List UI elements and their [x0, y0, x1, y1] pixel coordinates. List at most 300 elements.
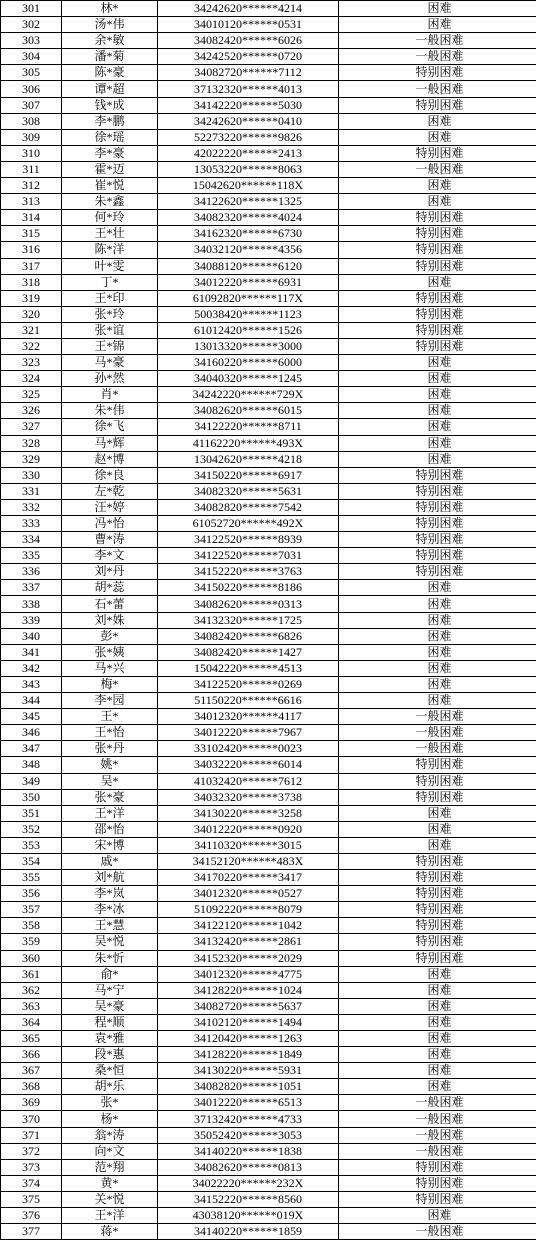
row-number-cell: 327	[1, 419, 62, 435]
row-number-cell: 310	[1, 145, 62, 161]
table-row	[1, 1079, 536, 1095]
difficulty-level-cell: 一般困难	[339, 741, 536, 757]
student-name-cell: 徐*瑶	[62, 129, 158, 145]
table-row	[1, 355, 536, 371]
id-number-cell: 43038120******019X	[158, 1208, 339, 1224]
table-row	[1, 145, 536, 161]
id-number-cell: 13013320******3000	[158, 338, 339, 354]
student-name-cell: 梅*	[62, 676, 158, 692]
row-number-cell: 367	[1, 1063, 62, 1079]
row-number-cell: 342	[1, 660, 62, 676]
table-row	[1, 226, 536, 242]
row-number-cell: 360	[1, 950, 62, 966]
id-number-cell: 34242220******729X	[158, 387, 339, 403]
id-number-cell: 34012320******4117	[158, 709, 339, 725]
table-row	[1, 387, 536, 403]
table-row	[1, 966, 536, 982]
table-row	[1, 950, 536, 966]
row-number-cell: 320	[1, 306, 62, 322]
student-name-cell: 李*园	[62, 693, 158, 709]
difficulty-level-cell: 特别困难	[339, 757, 536, 773]
difficulty-level-cell: 困难	[339, 966, 536, 982]
difficulty-level-cell: 一般困难	[339, 1143, 536, 1159]
table-row	[1, 853, 536, 869]
student-name-cell: 俞*	[62, 966, 158, 982]
id-number-cell: 34132320******1725	[158, 612, 339, 628]
id-number-cell: 34122220******8711	[158, 419, 339, 435]
difficulty-level-cell: 特别困难	[339, 902, 536, 918]
id-number-cell: 42022220******2413	[158, 145, 339, 161]
student-name-cell: 宋*博	[62, 837, 158, 853]
difficulty-level-cell: 困难	[339, 1047, 536, 1063]
row-number-cell: 313	[1, 194, 62, 210]
table-row	[1, 902, 536, 918]
table-row	[1, 805, 536, 821]
difficulty-level-cell: 特别困难	[339, 322, 536, 338]
row-number-cell: 322	[1, 338, 62, 354]
row-number-cell: 309	[1, 129, 62, 145]
table-row	[1, 532, 536, 548]
row-number-cell: 328	[1, 435, 62, 451]
student-name-cell: 朱*伟	[62, 403, 158, 419]
row-number-cell: 332	[1, 499, 62, 515]
student-name-cell: 马*宁	[62, 982, 158, 998]
id-number-cell: 34122520******7031	[158, 548, 339, 564]
difficulty-level-cell: 特别困难	[339, 65, 536, 81]
id-number-cell: 34082320******4024	[158, 210, 339, 226]
difficulty-level-cell: 一般困难	[339, 49, 536, 65]
id-number-cell: 34012220******6931	[158, 274, 339, 290]
id-number-cell: 34082420******6026	[158, 33, 339, 49]
table-row	[1, 1143, 536, 1159]
row-number-cell: 343	[1, 676, 62, 692]
id-number-cell: 34152120******483X	[158, 853, 339, 869]
difficulty-level-cell: 一般困难	[339, 1111, 536, 1127]
row-number-cell: 305	[1, 65, 62, 81]
student-name-cell: 朱*鑫	[62, 194, 158, 210]
row-number-cell: 330	[1, 467, 62, 483]
table-row	[1, 49, 536, 65]
row-number-cell: 338	[1, 596, 62, 612]
difficulty-level-cell: 困难	[339, 1063, 536, 1079]
id-number-cell: 34128220******1849	[158, 1047, 339, 1063]
difficulty-level-cell: 特别困难	[339, 564, 536, 580]
id-number-cell: 34012320******4775	[158, 966, 339, 982]
difficulty-level-cell: 特别困难	[339, 467, 536, 483]
id-number-cell: 34120420******1263	[158, 1031, 339, 1047]
student-name-cell: 张*玲	[62, 306, 158, 322]
row-number-cell: 353	[1, 837, 62, 853]
id-number-cell: 34170220******3417	[158, 870, 339, 886]
difficulty-level-cell: 困难	[339, 676, 536, 692]
student-name-cell: 邵*怡	[62, 821, 158, 837]
table-row	[1, 725, 536, 741]
table-row	[1, 306, 536, 322]
id-number-cell: 33102420******0023	[158, 741, 339, 757]
id-number-cell: 34102120******1494	[158, 1014, 339, 1030]
table-row	[1, 97, 536, 113]
difficulty-level-cell: 困难	[339, 194, 536, 210]
row-number-cell: 306	[1, 81, 62, 97]
id-number-cell: 34032220******6014	[158, 757, 339, 773]
student-name-cell: 戚*	[62, 853, 158, 869]
id-number-cell: 34142220******5030	[158, 97, 339, 113]
student-name-cell: 马*豪	[62, 355, 158, 371]
roster-table-body	[1, 1, 536, 1240]
table-row	[1, 1047, 536, 1063]
table-row	[1, 1095, 536, 1111]
table-row	[1, 483, 536, 499]
id-number-cell: 34082320******5631	[158, 483, 339, 499]
id-number-cell: 34110320******3015	[158, 837, 339, 853]
student-name-cell: 袁*雅	[62, 1031, 158, 1047]
student-name-cell: 赵*博	[62, 451, 158, 467]
id-number-cell: 34130220******3258	[158, 805, 339, 821]
difficulty-level-cell: 特别困难	[339, 934, 536, 950]
student-name-cell: 谭*超	[62, 81, 158, 97]
difficulty-level-cell: 困难	[339, 451, 536, 467]
id-number-cell: 37132320******4013	[158, 81, 339, 97]
id-number-cell: 34122620******1325	[158, 194, 339, 210]
student-name-cell: 何*玲	[62, 210, 158, 226]
student-name-cell: 林*	[62, 1, 158, 17]
id-number-cell: 34032120******4356	[158, 242, 339, 258]
table-row	[1, 338, 536, 354]
table-row	[1, 580, 536, 596]
id-number-cell: 34122120******1042	[158, 918, 339, 934]
row-number-cell: 368	[1, 1079, 62, 1095]
student-name-cell: 汤*伟	[62, 17, 158, 33]
id-number-cell: 34022220******232X	[158, 1175, 339, 1191]
row-number-cell: 354	[1, 853, 62, 869]
table-row	[1, 467, 536, 483]
table-row	[1, 435, 536, 451]
row-number-cell: 356	[1, 886, 62, 902]
id-number-cell: 34082420******6826	[158, 628, 339, 644]
student-name-cell: 孙*然	[62, 371, 158, 387]
id-number-cell: 34162320******6730	[158, 226, 339, 242]
id-number-cell: 34012220******7967	[158, 725, 339, 741]
difficulty-level-cell: 困难	[339, 17, 536, 33]
student-name-cell: 张*姨	[62, 644, 158, 660]
id-number-cell: 34082720******7112	[158, 65, 339, 81]
row-number-cell: 351	[1, 805, 62, 821]
row-number-cell: 324	[1, 371, 62, 387]
student-name-cell: 石*蕾	[62, 596, 158, 612]
id-number-cell: 34082620******6015	[158, 403, 339, 419]
difficulty-level-cell: 特别困难	[339, 258, 536, 274]
student-name-cell: 丁*	[62, 274, 158, 290]
row-number-cell: 335	[1, 548, 62, 564]
row-number-cell: 350	[1, 789, 62, 805]
table-row	[1, 998, 536, 1014]
difficulty-level-cell: 特别困难	[339, 886, 536, 902]
student-name-cell: 胡*乐	[62, 1079, 158, 1095]
student-name-cell: 王*锦	[62, 338, 158, 354]
id-number-cell: 34152220******8560	[158, 1191, 339, 1207]
id-number-cell: 34160220******6000	[158, 355, 339, 371]
student-name-cell: 彭*	[62, 628, 158, 644]
id-number-cell: 34040320******1245	[158, 371, 339, 387]
table-row	[1, 918, 536, 934]
table-row	[1, 644, 536, 660]
student-name-cell: 王*壮	[62, 226, 158, 242]
difficulty-level-cell: 特别困难	[339, 789, 536, 805]
difficulty-level-cell: 困难	[339, 837, 536, 853]
id-number-cell: 61092820******117X	[158, 290, 339, 306]
difficulty-level-cell: 困难	[339, 1, 536, 17]
table-row	[1, 1063, 536, 1079]
student-name-cell: 左*乾	[62, 483, 158, 499]
student-name-cell: 张*丹	[62, 741, 158, 757]
table-row	[1, 290, 536, 306]
difficulty-level-cell: 一般困难	[339, 81, 536, 97]
student-name-cell: 曹*涛	[62, 532, 158, 548]
table-row	[1, 837, 536, 853]
student-name-cell: 肖*	[62, 387, 158, 403]
id-number-cell: 34150220******8186	[158, 580, 339, 596]
table-row	[1, 129, 536, 145]
row-number-cell: 326	[1, 403, 62, 419]
difficulty-level-cell: 困难	[339, 580, 536, 596]
difficulty-level-cell: 困难	[339, 1014, 536, 1030]
student-name-cell: 王*慧	[62, 918, 158, 934]
difficulty-level-cell: 困难	[339, 1079, 536, 1095]
row-number-cell: 334	[1, 532, 62, 548]
difficulty-level-cell: 特别困难	[339, 306, 536, 322]
table-row	[1, 741, 536, 757]
student-name-cell: 陈*洋	[62, 242, 158, 258]
row-number-cell: 377	[1, 1224, 62, 1240]
student-name-cell: 姚*	[62, 757, 158, 773]
id-number-cell: 52273220******9826	[158, 129, 339, 145]
table-row	[1, 1014, 536, 1030]
table-row	[1, 660, 536, 676]
id-number-cell: 34010120******0531	[158, 17, 339, 33]
id-number-cell: 34088120******6120	[158, 258, 339, 274]
table-row	[1, 274, 536, 290]
difficulty-level-cell: 特别困难	[339, 870, 536, 886]
table-row	[1, 516, 536, 532]
id-number-cell: 51092220******8079	[158, 902, 339, 918]
student-name-cell: 汪*婷	[62, 499, 158, 515]
student-name-cell: 胡*蕊	[62, 580, 158, 596]
table-row	[1, 1191, 536, 1207]
table-row	[1, 1031, 536, 1047]
table-row	[1, 870, 536, 886]
student-name-cell: 桑*恒	[62, 1063, 158, 1079]
table-row	[1, 1127, 536, 1143]
difficulty-level-cell: 特别困难	[339, 210, 536, 226]
table-row	[1, 564, 536, 580]
difficulty-level-cell: 困难	[339, 1031, 536, 1047]
row-number-cell: 364	[1, 1014, 62, 1030]
row-number-cell: 304	[1, 49, 62, 65]
id-number-cell: 41032420******7612	[158, 773, 339, 789]
student-name-cell: 吴*	[62, 773, 158, 789]
row-number-cell: 376	[1, 1208, 62, 1224]
id-number-cell: 34032320******3738	[158, 789, 339, 805]
student-name-cell: 李*鹏	[62, 113, 158, 129]
table-row	[1, 113, 536, 129]
difficulty-level-cell: 特别困难	[339, 338, 536, 354]
difficulty-level-cell: 特别困难	[339, 548, 536, 564]
student-name-cell: 钱*成	[62, 97, 158, 113]
id-number-cell: 34132420******2861	[158, 934, 339, 950]
difficulty-level-cell: 一般困难	[339, 1224, 536, 1240]
id-number-cell: 34012220******0920	[158, 821, 339, 837]
row-number-cell: 357	[1, 902, 62, 918]
row-number-cell: 307	[1, 97, 62, 113]
table-row	[1, 17, 536, 33]
table-row	[1, 1, 536, 17]
student-name-cell: 朱*忻	[62, 950, 158, 966]
table-row	[1, 178, 536, 194]
row-number-cell: 319	[1, 290, 62, 306]
id-number-cell: 34150220******6917	[158, 467, 339, 483]
difficulty-level-cell: 困难	[339, 693, 536, 709]
student-name-cell: 张*豪	[62, 789, 158, 805]
table-row	[1, 65, 536, 81]
student-name-cell: 王*印	[62, 290, 158, 306]
row-number-cell: 369	[1, 1095, 62, 1111]
student-name-cell: 王*洋	[62, 805, 158, 821]
difficulty-level-cell: 困难	[339, 998, 536, 1014]
table-row	[1, 258, 536, 274]
difficulty-level-cell: 特别困难	[339, 242, 536, 258]
id-number-cell: 13042620******4218	[158, 451, 339, 467]
student-name-cell: 李*豪	[62, 145, 158, 161]
difficulty-level-cell: 特别困难	[339, 918, 536, 934]
student-name-cell: 张*	[62, 1095, 158, 1111]
row-number-cell: 346	[1, 725, 62, 741]
table-row	[1, 821, 536, 837]
table-row	[1, 693, 536, 709]
table-row	[1, 757, 536, 773]
difficulty-level-cell: 困难	[339, 113, 536, 129]
student-name-cell: 潘*菊	[62, 49, 158, 65]
table-row	[1, 628, 536, 644]
row-number-cell: 303	[1, 33, 62, 49]
table-row	[1, 773, 536, 789]
row-number-cell: 323	[1, 355, 62, 371]
id-number-cell: 41162220******493X	[158, 435, 339, 451]
difficulty-level-cell: 困难	[339, 1208, 536, 1224]
row-number-cell: 347	[1, 741, 62, 757]
student-name-cell: 王*怡	[62, 725, 158, 741]
row-number-cell: 316	[1, 242, 62, 258]
difficulty-level-cell: 特别困难	[339, 773, 536, 789]
table-row	[1, 210, 536, 226]
id-number-cell: 51150220******6616	[158, 693, 339, 709]
difficulty-level-cell: 一般困难	[339, 161, 536, 177]
row-number-cell: 317	[1, 258, 62, 274]
difficulty-level-cell: 一般困难	[339, 1127, 536, 1143]
difficulty-level-cell: 困难	[339, 435, 536, 451]
student-name-cell: 刘*航	[62, 870, 158, 886]
difficulty-level-cell: 困难	[339, 403, 536, 419]
row-number-cell: 312	[1, 178, 62, 194]
row-number-cell: 336	[1, 564, 62, 580]
row-number-cell: 371	[1, 1127, 62, 1143]
difficulty-level-cell: 困难	[339, 129, 536, 145]
difficulty-level-cell: 一般困难	[339, 709, 536, 725]
id-number-cell: 34152220******3763	[158, 564, 339, 580]
row-number-cell: 363	[1, 998, 62, 1014]
id-number-cell: 34122520******0269	[158, 676, 339, 692]
row-number-cell: 325	[1, 387, 62, 403]
table-row	[1, 934, 536, 950]
table-row	[1, 676, 536, 692]
row-number-cell: 373	[1, 1159, 62, 1175]
id-number-cell: 34242520******0720	[158, 49, 339, 65]
row-number-cell: 345	[1, 709, 62, 725]
difficulty-level-cell: 困难	[339, 660, 536, 676]
id-number-cell: 34082620******0313	[158, 596, 339, 612]
row-number-cell: 318	[1, 274, 62, 290]
table-row	[1, 982, 536, 998]
row-number-cell: 362	[1, 982, 62, 998]
difficulty-level-cell: 困难	[339, 644, 536, 660]
student-name-cell: 关*悦	[62, 1191, 158, 1207]
difficulty-level-cell: 特别困难	[339, 290, 536, 306]
table-row	[1, 161, 536, 177]
id-number-cell: 34082820******7542	[158, 499, 339, 515]
table-row	[1, 322, 536, 338]
id-number-cell: 34242620******4214	[158, 1, 339, 17]
row-number-cell: 374	[1, 1175, 62, 1191]
id-number-cell: 34082820******1051	[158, 1079, 339, 1095]
difficulty-level-cell: 特别困难	[339, 226, 536, 242]
difficulty-level-cell: 特别困难	[339, 516, 536, 532]
table-row	[1, 709, 536, 725]
difficulty-level-cell: 特别困难	[339, 950, 536, 966]
row-number-cell: 358	[1, 918, 62, 934]
difficulty-level-cell: 一般困难	[339, 1095, 536, 1111]
student-name-cell: 黄*	[62, 1175, 158, 1191]
difficulty-level-cell: 困难	[339, 387, 536, 403]
table-row	[1, 789, 536, 805]
row-number-cell: 321	[1, 322, 62, 338]
row-number-cell: 365	[1, 1031, 62, 1047]
student-name-cell: 马*辉	[62, 435, 158, 451]
table-row	[1, 242, 536, 258]
row-number-cell: 314	[1, 210, 62, 226]
difficulty-level-cell: 特别困难	[339, 853, 536, 869]
difficulty-level-cell: 困难	[339, 419, 536, 435]
student-name-cell: 崔*悦	[62, 178, 158, 194]
table-row	[1, 1111, 536, 1127]
student-name-cell: 霍*迈	[62, 161, 158, 177]
student-name-cell: 徐*飞	[62, 419, 158, 435]
table-row	[1, 371, 536, 387]
id-number-cell: 34082720******5637	[158, 998, 339, 1014]
id-number-cell: 34130220******5931	[158, 1063, 339, 1079]
id-number-cell: 34140220******1859	[158, 1224, 339, 1240]
row-number-cell: 355	[1, 870, 62, 886]
row-number-cell: 311	[1, 161, 62, 177]
difficulty-level-cell: 困难	[339, 355, 536, 371]
difficulty-level-cell: 特别困难	[339, 1191, 536, 1207]
student-name-cell: 吴*豪	[62, 998, 158, 1014]
student-name-cell: 程*顺	[62, 1014, 158, 1030]
student-name-cell: 刘*丹	[62, 564, 158, 580]
row-number-cell: 359	[1, 934, 62, 950]
id-number-cell: 15042620******118X	[158, 178, 339, 194]
student-name-cell: 李*文	[62, 548, 158, 564]
row-number-cell: 333	[1, 516, 62, 532]
student-name-cell: 余*敏	[62, 33, 158, 49]
